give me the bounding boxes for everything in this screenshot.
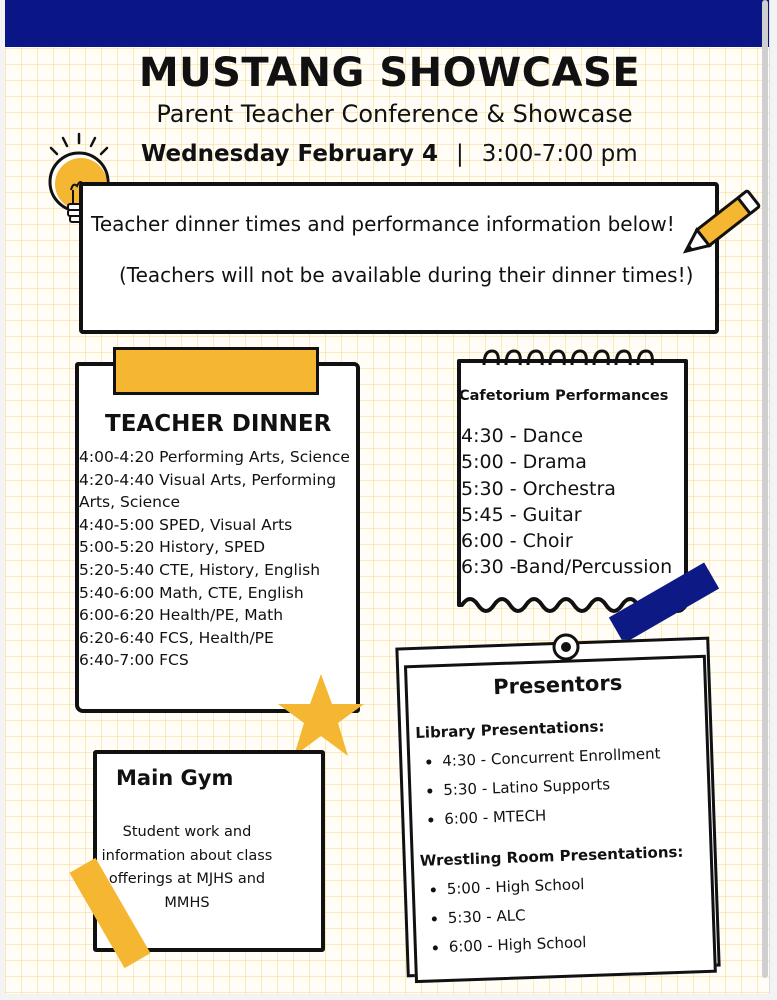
performance-item: 4:30 - Dance bbox=[461, 425, 584, 447]
dinner-item: 6:40-7:00 FCS bbox=[79, 651, 189, 670]
cafetorium-heading: Cafetorium Performances bbox=[459, 388, 669, 404]
performance-item: 6:30 -Band/Percussion bbox=[461, 556, 673, 579]
dinner-item: 5:40-6:00 Math, CTE, English bbox=[79, 583, 304, 602]
star-icon bbox=[275, 670, 367, 762]
top-banner-bar bbox=[5, 0, 769, 47]
wrestling-item: • 5:00 - High School bbox=[446, 870, 585, 904]
page-title: MUSTANG SHOWCASE bbox=[138, 50, 641, 96]
presentors-card bbox=[395, 637, 722, 978]
library-list bbox=[420, 739, 663, 834]
notice-box bbox=[79, 182, 719, 334]
presentors-heading: Presentors bbox=[492, 670, 623, 700]
dinner-item: 5:00-5:20 History, SPED bbox=[79, 538, 266, 557]
event-date: Wednesday February 4 bbox=[141, 141, 438, 167]
dinner-item: 6:00-6:20 Health/PE, Math bbox=[79, 606, 284, 625]
library-item: • 5:30 - Latino Supports bbox=[443, 768, 662, 805]
teacher-dinner-card bbox=[75, 362, 360, 713]
binder-ring-icon bbox=[548, 630, 584, 664]
yellow-tape-strip bbox=[113, 347, 319, 395]
pencil-icon bbox=[671, 180, 770, 270]
wrestling-heading: Wrestling Room Presentations: bbox=[419, 842, 684, 870]
performance-item: 5:00 - Drama bbox=[461, 451, 587, 474]
main-gym-heading: Main Gym bbox=[116, 766, 234, 790]
dinner-item: 6:20-6:40 FCS, Health/PE bbox=[79, 628, 274, 647]
date-separator: | bbox=[455, 141, 464, 167]
notice-line-2: (Teachers will not be available during their dinner times!) bbox=[119, 263, 694, 287]
performance-item: 5:45 - Guitar bbox=[461, 503, 582, 526]
dinner-item: 5:20-5:40 CTE, History, English bbox=[79, 560, 321, 579]
event-dateline bbox=[141, 141, 638, 167]
page-subtitle: Parent Teacher Conference & Showcase bbox=[156, 100, 633, 128]
notice-line-1: Teacher dinner times and performance information below! bbox=[91, 212, 675, 236]
wrestling-list bbox=[424, 870, 587, 963]
main-gym-description: Student work and information about class offerings at MJHS and MMHS bbox=[101, 824, 273, 911]
performance-item: 6:00 - Choir bbox=[461, 530, 573, 553]
teacher-dinner-list bbox=[79, 446, 369, 672]
scrollbar[interactable] bbox=[762, 0, 768, 978]
card-front-sheet bbox=[404, 655, 717, 983]
dinner-item: 4:00-4:20 Performing Arts, Science bbox=[79, 448, 350, 466]
cafetorium-list bbox=[461, 423, 672, 581]
event-time: 3:00-7:00 pm bbox=[481, 141, 638, 167]
library-item: • 4:30 - Concurrent Enrollment bbox=[442, 739, 661, 776]
wrestling-item: • 6:00 - High School bbox=[448, 928, 587, 962]
flyer-page bbox=[5, 0, 770, 994]
dinner-item: 4:20-4:40 Visual Arts, Performing Arts, Science bbox=[79, 470, 337, 512]
wrestling-item: • 5:30 - ALC bbox=[447, 899, 586, 933]
dinner-item: 4:40-5:00 SPED, Visual Arts bbox=[79, 515, 293, 534]
library-item: • 6:00 - MTECH bbox=[444, 797, 663, 834]
performance-item: 5:30 - Orchestra bbox=[461, 477, 616, 500]
teacher-dinner-heading: TEACHER DINNER bbox=[105, 411, 332, 437]
library-heading: Library Presentations: bbox=[415, 717, 605, 742]
